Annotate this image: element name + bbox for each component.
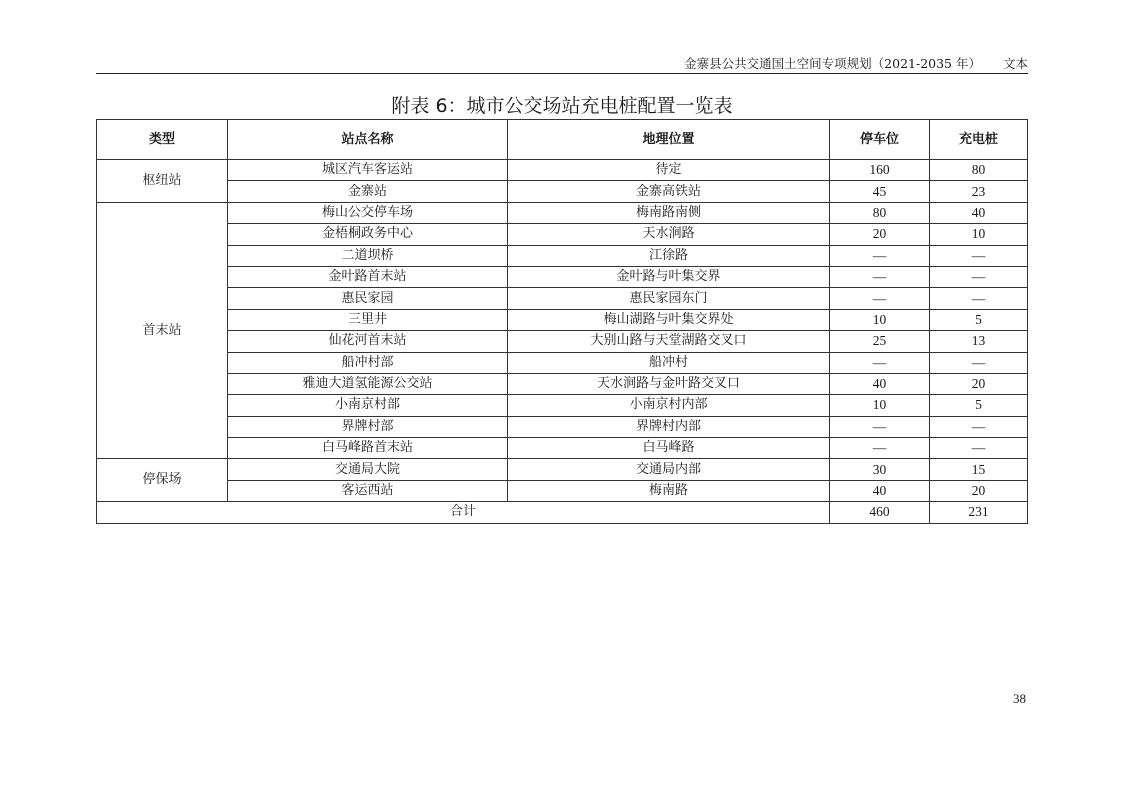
chargers-cell: 15 bbox=[930, 459, 1028, 480]
col-header-location: 地理位置 bbox=[508, 120, 830, 160]
table-row bbox=[97, 438, 1028, 459]
parking-cell: 30 bbox=[830, 459, 930, 480]
chargers-cell: 80 bbox=[930, 160, 1028, 181]
parking-cell: 40 bbox=[830, 373, 930, 394]
station-type-cell: 首末站 bbox=[97, 202, 228, 459]
table-row bbox=[97, 245, 1028, 266]
parking-cell: 160 bbox=[830, 160, 930, 181]
station-name-cell: 交通局大院 bbox=[228, 459, 508, 480]
table-row bbox=[97, 480, 1028, 501]
location-cell: 金叶路与叶集交界 bbox=[508, 266, 830, 287]
table-row bbox=[97, 331, 1028, 352]
station-type-cell: 枢纽站 bbox=[97, 160, 228, 203]
location-cell: 船冲村 bbox=[508, 352, 830, 373]
station-name-cell: 客运西站 bbox=[228, 480, 508, 501]
station-name-cell: 界牌村部 bbox=[228, 416, 508, 437]
parking-cell: 80 bbox=[830, 202, 930, 223]
table-row bbox=[97, 181, 1028, 202]
table-row bbox=[97, 395, 1028, 416]
station-name-cell: 船冲村部 bbox=[228, 352, 508, 373]
station-name-cell: 惠民家园 bbox=[228, 288, 508, 309]
station-name-cell: 雅迪大道氢能源公交站 bbox=[228, 373, 508, 394]
table-body bbox=[97, 160, 1028, 502]
chargers-cell: — bbox=[930, 266, 1028, 287]
location-cell: 江徐路 bbox=[508, 245, 830, 266]
table-row bbox=[97, 224, 1028, 245]
parking-cell: — bbox=[830, 245, 930, 266]
location-cell: 小南京村内部 bbox=[508, 395, 830, 416]
station-name-cell: 小南京村部 bbox=[228, 395, 508, 416]
chargers-cell: 20 bbox=[930, 480, 1028, 501]
chargers-cell: — bbox=[930, 416, 1028, 437]
chargers-cell: 5 bbox=[930, 395, 1028, 416]
chargers-cell: — bbox=[930, 352, 1028, 373]
station-name-cell: 城区汽车客运站 bbox=[228, 160, 508, 181]
location-cell: 惠民家园东门 bbox=[508, 288, 830, 309]
table-total-row bbox=[97, 502, 1028, 523]
parking-cell: — bbox=[830, 438, 930, 459]
location-cell: 天水涧路与金叶路交叉口 bbox=[508, 373, 830, 394]
table-row bbox=[97, 309, 1028, 330]
total-parking: 460 bbox=[830, 502, 930, 523]
parking-cell: — bbox=[830, 288, 930, 309]
chargers-cell: 10 bbox=[930, 224, 1028, 245]
table-row bbox=[97, 352, 1028, 373]
location-cell: 天水涧路 bbox=[508, 224, 830, 245]
location-cell: 待定 bbox=[508, 160, 830, 181]
chargers-cell: 13 bbox=[930, 331, 1028, 352]
station-name-cell: 二道坝桥 bbox=[228, 245, 508, 266]
col-header-type: 类型 bbox=[97, 120, 228, 160]
parking-cell: 45 bbox=[830, 181, 930, 202]
location-cell: 梅南路南侧 bbox=[508, 202, 830, 223]
station-name-cell: 三里井 bbox=[228, 309, 508, 330]
parking-cell: 20 bbox=[830, 224, 930, 245]
total-label: 合计 bbox=[97, 502, 830, 523]
page-number: 38 bbox=[1013, 691, 1026, 706]
station-name-cell: 金梧桐政务中心 bbox=[228, 224, 508, 245]
chargers-cell: — bbox=[930, 245, 1028, 266]
parking-cell: — bbox=[830, 266, 930, 287]
table-header-row bbox=[97, 120, 1028, 160]
station-name-cell: 金寨站 bbox=[228, 181, 508, 202]
location-cell: 交通局内部 bbox=[508, 459, 830, 480]
table-row bbox=[97, 416, 1028, 437]
station-name-cell: 仙花河首末站 bbox=[228, 331, 508, 352]
table-row bbox=[97, 266, 1028, 287]
location-cell: 大别山路与天堂湖路交叉口 bbox=[508, 331, 830, 352]
chargers-cell: 5 bbox=[930, 309, 1028, 330]
header-plan-title: 金寨县公共交通国土空间专项规划（2021-2035 年） bbox=[684, 56, 981, 71]
table-row bbox=[97, 288, 1028, 309]
header-rule bbox=[96, 73, 1028, 74]
table-title: 附表 6：城市公交场站充电桩配置一览表 bbox=[391, 95, 733, 117]
col-header-chargers: 充电桩 bbox=[930, 120, 1028, 160]
location-cell: 梅山湖路与叶集交界处 bbox=[508, 309, 830, 330]
chargers-cell: — bbox=[930, 438, 1028, 459]
col-header-parking: 停车位 bbox=[830, 120, 930, 160]
table-row bbox=[97, 373, 1028, 394]
header-doc-type: 文本 bbox=[1002, 56, 1028, 71]
station-name-cell: 白马峰路首末站 bbox=[228, 438, 508, 459]
parking-cell: — bbox=[830, 416, 930, 437]
table-row bbox=[97, 459, 1028, 480]
chargers-cell: 40 bbox=[930, 202, 1028, 223]
chargers-cell: — bbox=[930, 288, 1028, 309]
parking-cell: 40 bbox=[830, 480, 930, 501]
chargers-cell: 20 bbox=[930, 373, 1028, 394]
table-row bbox=[97, 160, 1028, 181]
total-chargers: 231 bbox=[930, 502, 1028, 523]
charging-pile-table bbox=[96, 119, 1028, 524]
parking-cell: 10 bbox=[830, 395, 930, 416]
location-cell: 金寨高铁站 bbox=[508, 181, 830, 202]
station-name-cell: 金叶路首末站 bbox=[228, 266, 508, 287]
location-cell: 界牌村内部 bbox=[508, 416, 830, 437]
parking-cell: 10 bbox=[830, 309, 930, 330]
location-cell: 白马峰路 bbox=[508, 438, 830, 459]
station-type-cell: 停保场 bbox=[97, 459, 228, 502]
table-row bbox=[97, 202, 1028, 223]
col-header-station-name: 站点名称 bbox=[228, 120, 508, 160]
parking-cell: — bbox=[830, 352, 930, 373]
chargers-cell: 23 bbox=[930, 181, 1028, 202]
location-cell: 梅南路 bbox=[508, 480, 830, 501]
parking-cell: 25 bbox=[830, 331, 930, 352]
running-header bbox=[96, 56, 1028, 72]
station-name-cell: 梅山公交停车场 bbox=[228, 202, 508, 223]
